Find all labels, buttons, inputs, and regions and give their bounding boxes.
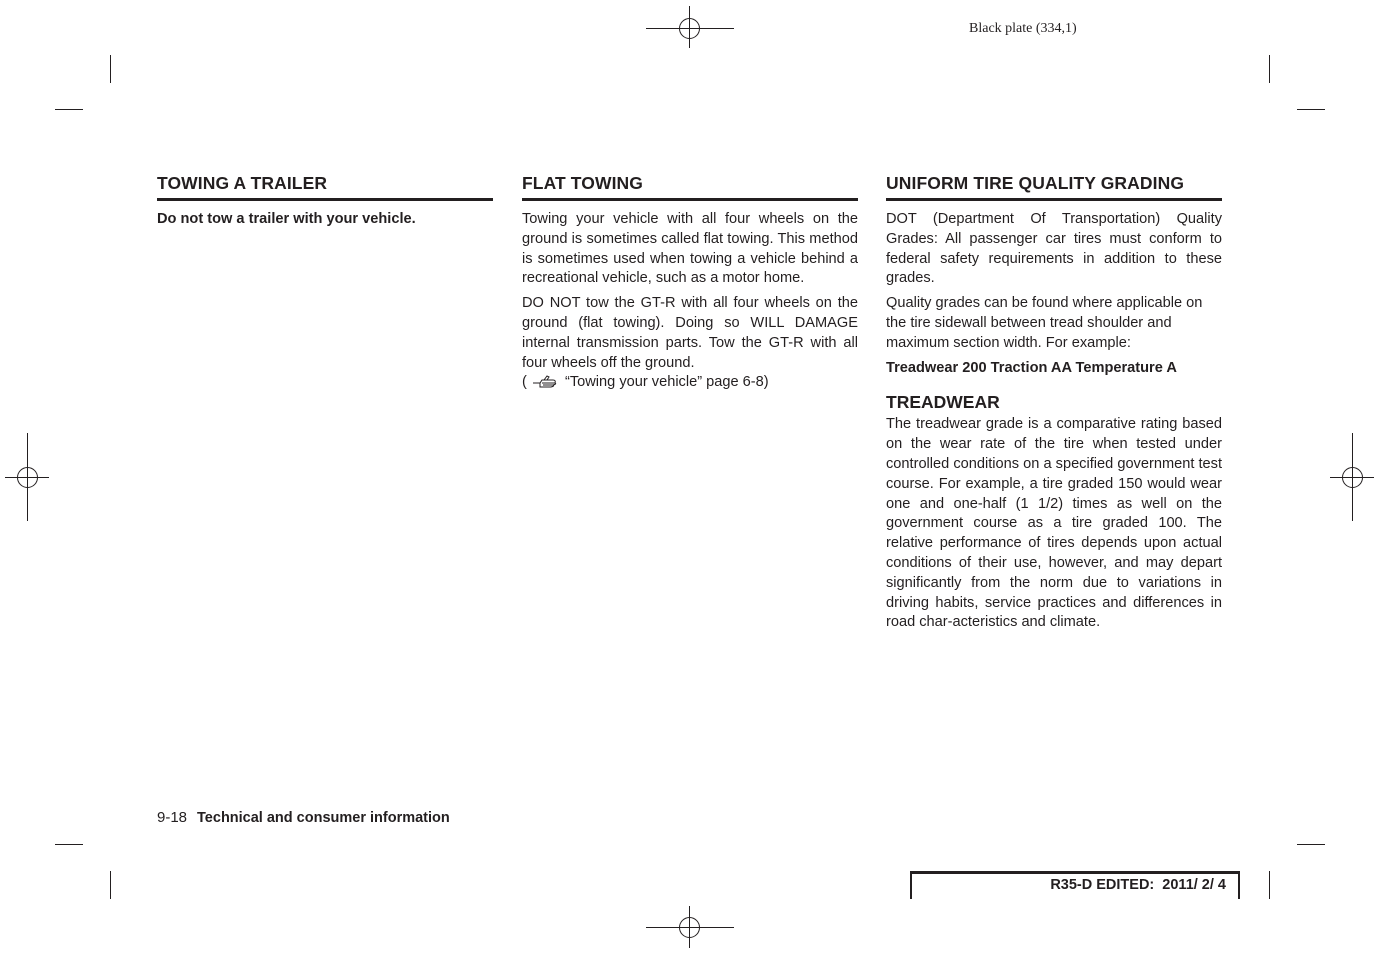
- open-paren: (: [522, 374, 527, 391]
- cross-reference[interactable]: [522, 373, 858, 393]
- paragraph-treadwear: The treadwear grade is a comparative rating based on the wear rate of the tire when tested under controlled conditions on a specified government test course. For example, a tire graded 150 would wear one and one-half (1 1/2) times as well on the government course as a tire graded 100. The relative performance of tires depends upon actual conditions of their use, however, and may depart significantly from the norm due to variations in driving habits, service practices and differences in road char-acteristics and climate.: [886, 416, 1222, 631]
- plate-label: Black plate (334,1): [969, 21, 1077, 36]
- section-heading: FLAT TOWING: [522, 172, 858, 201]
- paragraph-warning: [522, 294, 858, 373]
- subheading-treadwear: TREADWEAR: [886, 392, 1000, 413]
- chapter-title: Technical and consumer information: [197, 810, 450, 826]
- paragraph: Towing your vehicle with all four wheels on the ground is sometimes called flat towing. This method is sometimes used when towing a vehicle behind a recreational vehicle, such as a motor home.: [522, 211, 858, 287]
- paragraph: DOT (Department Of Transportation) Quality Grades: All passenger car tires must conform to federal safety requirements in addition to these grades.: [886, 211, 1222, 287]
- section-heading: TOWING A TRAILER: [157, 172, 493, 201]
- edit-stamp: R35-D EDITED: 2011/ 2/ 4: [1050, 877, 1226, 893]
- page-footer: [157, 808, 450, 828]
- bold-note: Do not tow a trailer with your vehicle.: [157, 211, 416, 227]
- pointing-hand-icon: [531, 374, 561, 388]
- column-flat-towing: [522, 172, 858, 398]
- paragraph: Quality grades can be found where applicable on the tire sidewall between tread shoulder and maximum section width. For example:: [886, 295, 1203, 351]
- reference-text: “Towing your vehicle” page 6-8): [565, 374, 769, 391]
- page-number: 9-18: [157, 809, 188, 826]
- column-towing-a-trailer: [157, 172, 493, 235]
- paragraph-text: DO NOT tow the GT-R with all four wheels on the ground (flat towing). Doing so WILL DAMAGE internal transmission parts. Tow the GT-R with all four wheels off the ground.: [522, 295, 858, 371]
- edit-stamp-box: [910, 871, 1240, 899]
- example-grades: Treadwear 200 Traction AA Temperature A: [886, 359, 1177, 376]
- section-heading: UNIFORM TIRE QUALITY GRADING: [886, 172, 1222, 201]
- column-tire-quality-grading: [886, 172, 1222, 638]
